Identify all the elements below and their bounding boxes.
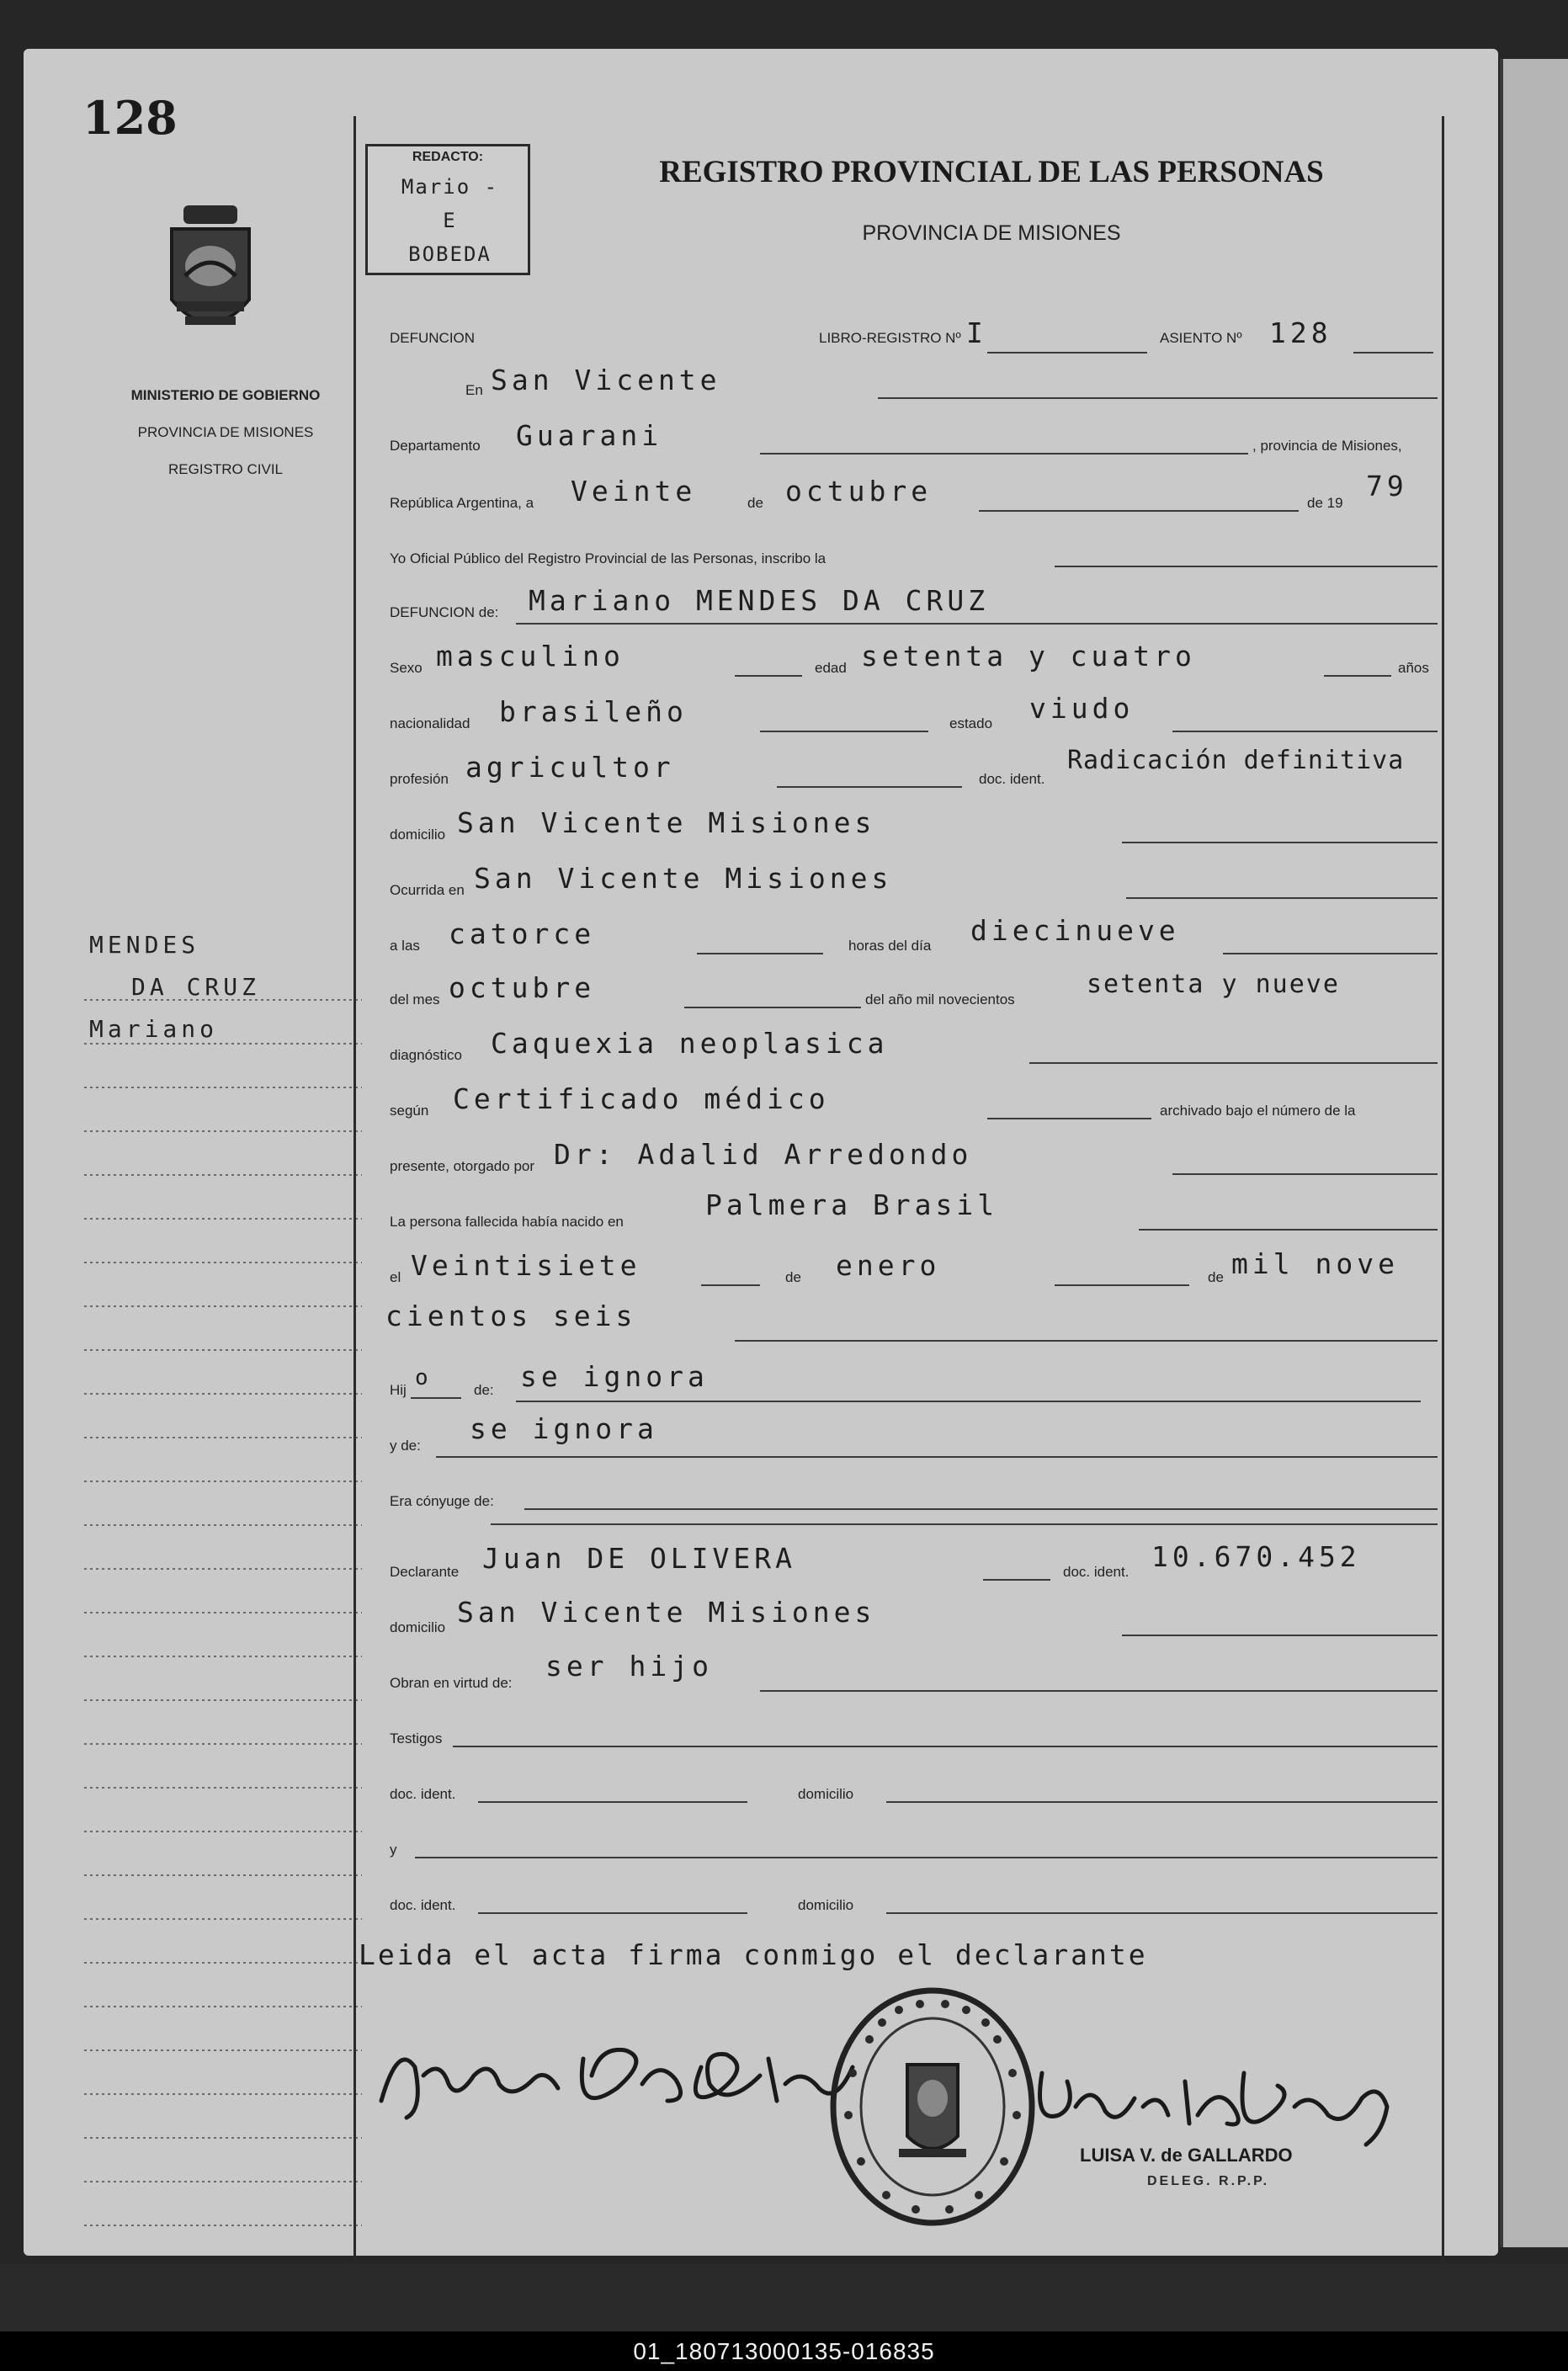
ocurrida-label: Ocurrida en — [390, 882, 465, 898]
estado-value: viudo — [1029, 692, 1135, 725]
scan-identifier: 01_180713000135-016835 — [0, 2331, 1568, 2371]
field-nacionalidad — [364, 692, 1443, 737]
margin-surname: MENDES — [89, 931, 200, 959]
field-fecha-nacimiento — [364, 1249, 1443, 1291]
margin-surname-2: DA CRUZ — [131, 973, 261, 1001]
book-value: I — [966, 316, 987, 349]
diagnostico-label: diagnóstico — [390, 1047, 463, 1063]
alas-value: catorce — [449, 917, 596, 950]
republica-label: República Argentina, a — [390, 495, 534, 511]
declarant-signature — [364, 2008, 869, 2134]
entry-type-label: DEFUNCION — [390, 330, 476, 346]
provincia-suffix: , provincia de Misiones, — [1252, 438, 1402, 454]
sexo-label: Sexo — [390, 660, 423, 676]
mes-value: octubre — [785, 475, 933, 508]
t1-dom-label: domicilio — [798, 1786, 854, 1802]
domicilio-label: domicilio — [390, 827, 446, 843]
horas-value: diecinueve — [970, 914, 1180, 947]
margin-ruled-lines — [84, 991, 362, 2229]
nacido-value: Palmera Brasil — [705, 1188, 999, 1221]
provincial-coat-of-arms-icon — [160, 199, 261, 359]
entry-header-row — [364, 316, 1443, 359]
diagnostico-value: Caquexia neoplasica — [491, 1027, 889, 1060]
ministry-province: PROVINCIA DE MISIONES — [137, 424, 314, 440]
hijo-label-1: Hij — [390, 1382, 407, 1398]
field-sexo-edad — [364, 640, 1443, 682]
field-conyuge — [364, 1473, 1443, 1515]
defuncion-value: Mariano MENDES DA CRUZ — [529, 584, 990, 617]
field-defuncion — [364, 584, 1443, 626]
hijo-suffix: o — [415, 1365, 433, 1390]
registry-title: REGISTRO PROVINCIAL DE LAS PERSONAS — [659, 155, 1324, 189]
dec-domicilio-value: San Vicente Misiones — [457, 1596, 876, 1629]
doc-ident-value: Radicación definitiva — [1067, 746, 1405, 775]
field-declarante — [364, 1540, 1443, 1586]
ocurrida-value: San Vicente Misiones — [474, 862, 893, 895]
profesion-label: profesión — [390, 771, 449, 787]
field-y-de — [364, 1412, 1443, 1459]
field-domicilio — [364, 806, 1443, 848]
field-declarante-domicilio — [364, 1596, 1443, 1641]
field-en — [364, 362, 1443, 404]
en-value: San Vicente — [491, 364, 721, 396]
field-segun — [364, 1082, 1443, 1124]
departamento-label: Departamento — [390, 438, 481, 454]
delanio-label: del año mil novecientos — [865, 991, 1015, 1007]
presente-label: presente, otorgado por — [390, 1158, 535, 1174]
book-label: LIBRO-REGISTRO Nº — [819, 330, 961, 346]
official-signature — [1025, 2048, 1395, 2149]
redacto-name — [376, 170, 524, 271]
domicilio-value: San Vicente Misiones — [457, 806, 876, 839]
dec-domicilio-label: domicilio — [390, 1619, 446, 1635]
departamento-value: Guarani — [516, 419, 663, 452]
field-testigos — [364, 1710, 1443, 1752]
redacto-line-2: E — [443, 209, 457, 232]
dia-value: Veinte — [571, 475, 697, 508]
y-label: y — [390, 1842, 397, 1858]
field-hijo-de — [364, 1362, 1443, 1404]
segun-value: Certificado médico — [453, 1082, 830, 1115]
delanio-value: setenta y nueve — [1087, 970, 1340, 999]
de-label-4: de — [1208, 1269, 1224, 1285]
declarante-doc-label: doc. ident. — [1063, 1564, 1129, 1580]
sexo-value: masculino — [436, 640, 625, 672]
field-ocurrida — [364, 862, 1443, 904]
delmes-label: del mes — [390, 991, 440, 1007]
field-hora — [364, 914, 1443, 960]
nac-anio-value-2: cientos seis — [385, 1300, 637, 1332]
t2-dom-label: domicilio — [798, 1897, 854, 1913]
madre-value: se ignora — [470, 1412, 658, 1445]
closing-statement: Leida el acta firma conmigo el declarante — [359, 1938, 1148, 1971]
doc-ident-label: doc. ident. — [979, 771, 1045, 787]
t2-doc-label: doc. ident. — [390, 1897, 456, 1913]
anios-label: años — [1398, 660, 1429, 676]
field-fecha — [364, 470, 1443, 517]
field-lugar-nacimiento — [364, 1188, 1443, 1236]
de-label-2: de 19 — [1307, 495, 1343, 511]
nacionalidad-label: nacionalidad — [390, 715, 470, 731]
official-title: DELEG. R.P.P. — [1147, 2174, 1270, 2188]
declarante-label: Declarante — [390, 1564, 460, 1580]
field-testigo-2 — [364, 1821, 1443, 1863]
delmes-value: octubre — [449, 971, 596, 1004]
horas-label: horas del día — [848, 938, 932, 954]
registry-subtitle: PROVINCIA DE MISIONES — [862, 221, 1121, 245]
redacto-label: REDACTO: — [412, 150, 484, 164]
hijo-label-2: de: — [474, 1382, 494, 1398]
margin-given-name: Mariano — [89, 1015, 219, 1043]
el-label: el — [390, 1269, 401, 1285]
archivado-label: archivado bajo el número de la — [1160, 1103, 1356, 1119]
defuncion-label: DEFUNCION de: — [390, 604, 499, 620]
declarante-value: Juan DE OLIVERA — [482, 1542, 797, 1575]
field-diagnostico — [364, 1027, 1443, 1069]
alas-label: a las — [390, 938, 420, 954]
declarante-doc-value: 10.670.452 — [1151, 1540, 1361, 1573]
field-otorgado — [364, 1138, 1443, 1180]
official-name: LUISA V. de GALLARDO — [1080, 2145, 1293, 2166]
document-page — [24, 49, 1498, 2256]
field-yo-oficial — [364, 530, 1443, 572]
t1-doc-label: doc. ident. — [390, 1786, 456, 1802]
segun-label: según — [390, 1103, 429, 1119]
field-testigo-1-doc — [364, 1766, 1443, 1808]
asiento-value: 128 — [1269, 316, 1332, 349]
yde-label: y de: — [390, 1438, 421, 1454]
de-label-3: de — [785, 1269, 801, 1285]
asiento-label: ASIENTO Nº — [1160, 330, 1242, 346]
nac-mes-value: enero — [836, 1249, 941, 1282]
testigos-label: Testigos — [390, 1730, 443, 1746]
obran-value: ser hijo — [545, 1650, 713, 1683]
ministry-name: MINISTERIO DE GOBIERNO — [130, 387, 321, 403]
field-fecha-nacimiento-cont — [364, 1300, 1443, 1347]
yo-oficial-label: Yo Oficial Público del Registro Provincial de las Personas, inscribo la — [390, 550, 827, 566]
padre-value: se ignora — [520, 1360, 709, 1393]
nacionalidad-value: brasileño — [499, 695, 688, 728]
redacto-stamp — [365, 144, 530, 275]
field-mes-anio — [364, 971, 1443, 1013]
edad-value: setenta y cuatro — [861, 640, 1196, 672]
field-testigo-2-doc — [364, 1877, 1443, 1919]
field-profesion — [364, 746, 1443, 793]
field-obran — [364, 1650, 1443, 1697]
edad-label: edad — [815, 660, 847, 676]
official-seal-stamp — [819, 1980, 1046, 2233]
redacto-line-3: BOBEDA — [408, 242, 492, 266]
page-number: 128 — [82, 91, 178, 145]
nacido-label: La persona fallecida había nacido en — [390, 1214, 624, 1230]
presente-value: Dr: Adalid Arredondo — [554, 1138, 973, 1171]
profesion-value: agricultor — [465, 751, 675, 784]
ministry-office: REGISTRO CIVIL — [167, 461, 284, 477]
conyuge-label: Era cónyuge de: — [390, 1493, 494, 1509]
obran-label: Obran en virtud de: — [390, 1675, 513, 1691]
en-label: En — [465, 382, 483, 398]
redacto-line-1: Mario - — [401, 175, 499, 199]
estado-label: estado — [949, 715, 993, 731]
de-label-1: de — [747, 495, 763, 511]
anio-value: 79 — [1366, 470, 1408, 502]
right-page-edge — [1500, 59, 1568, 2247]
field-departamento — [364, 417, 1443, 460]
nac-anio-value-1: mil nove — [1231, 1247, 1399, 1280]
el-value: Veintisiete — [411, 1249, 641, 1282]
